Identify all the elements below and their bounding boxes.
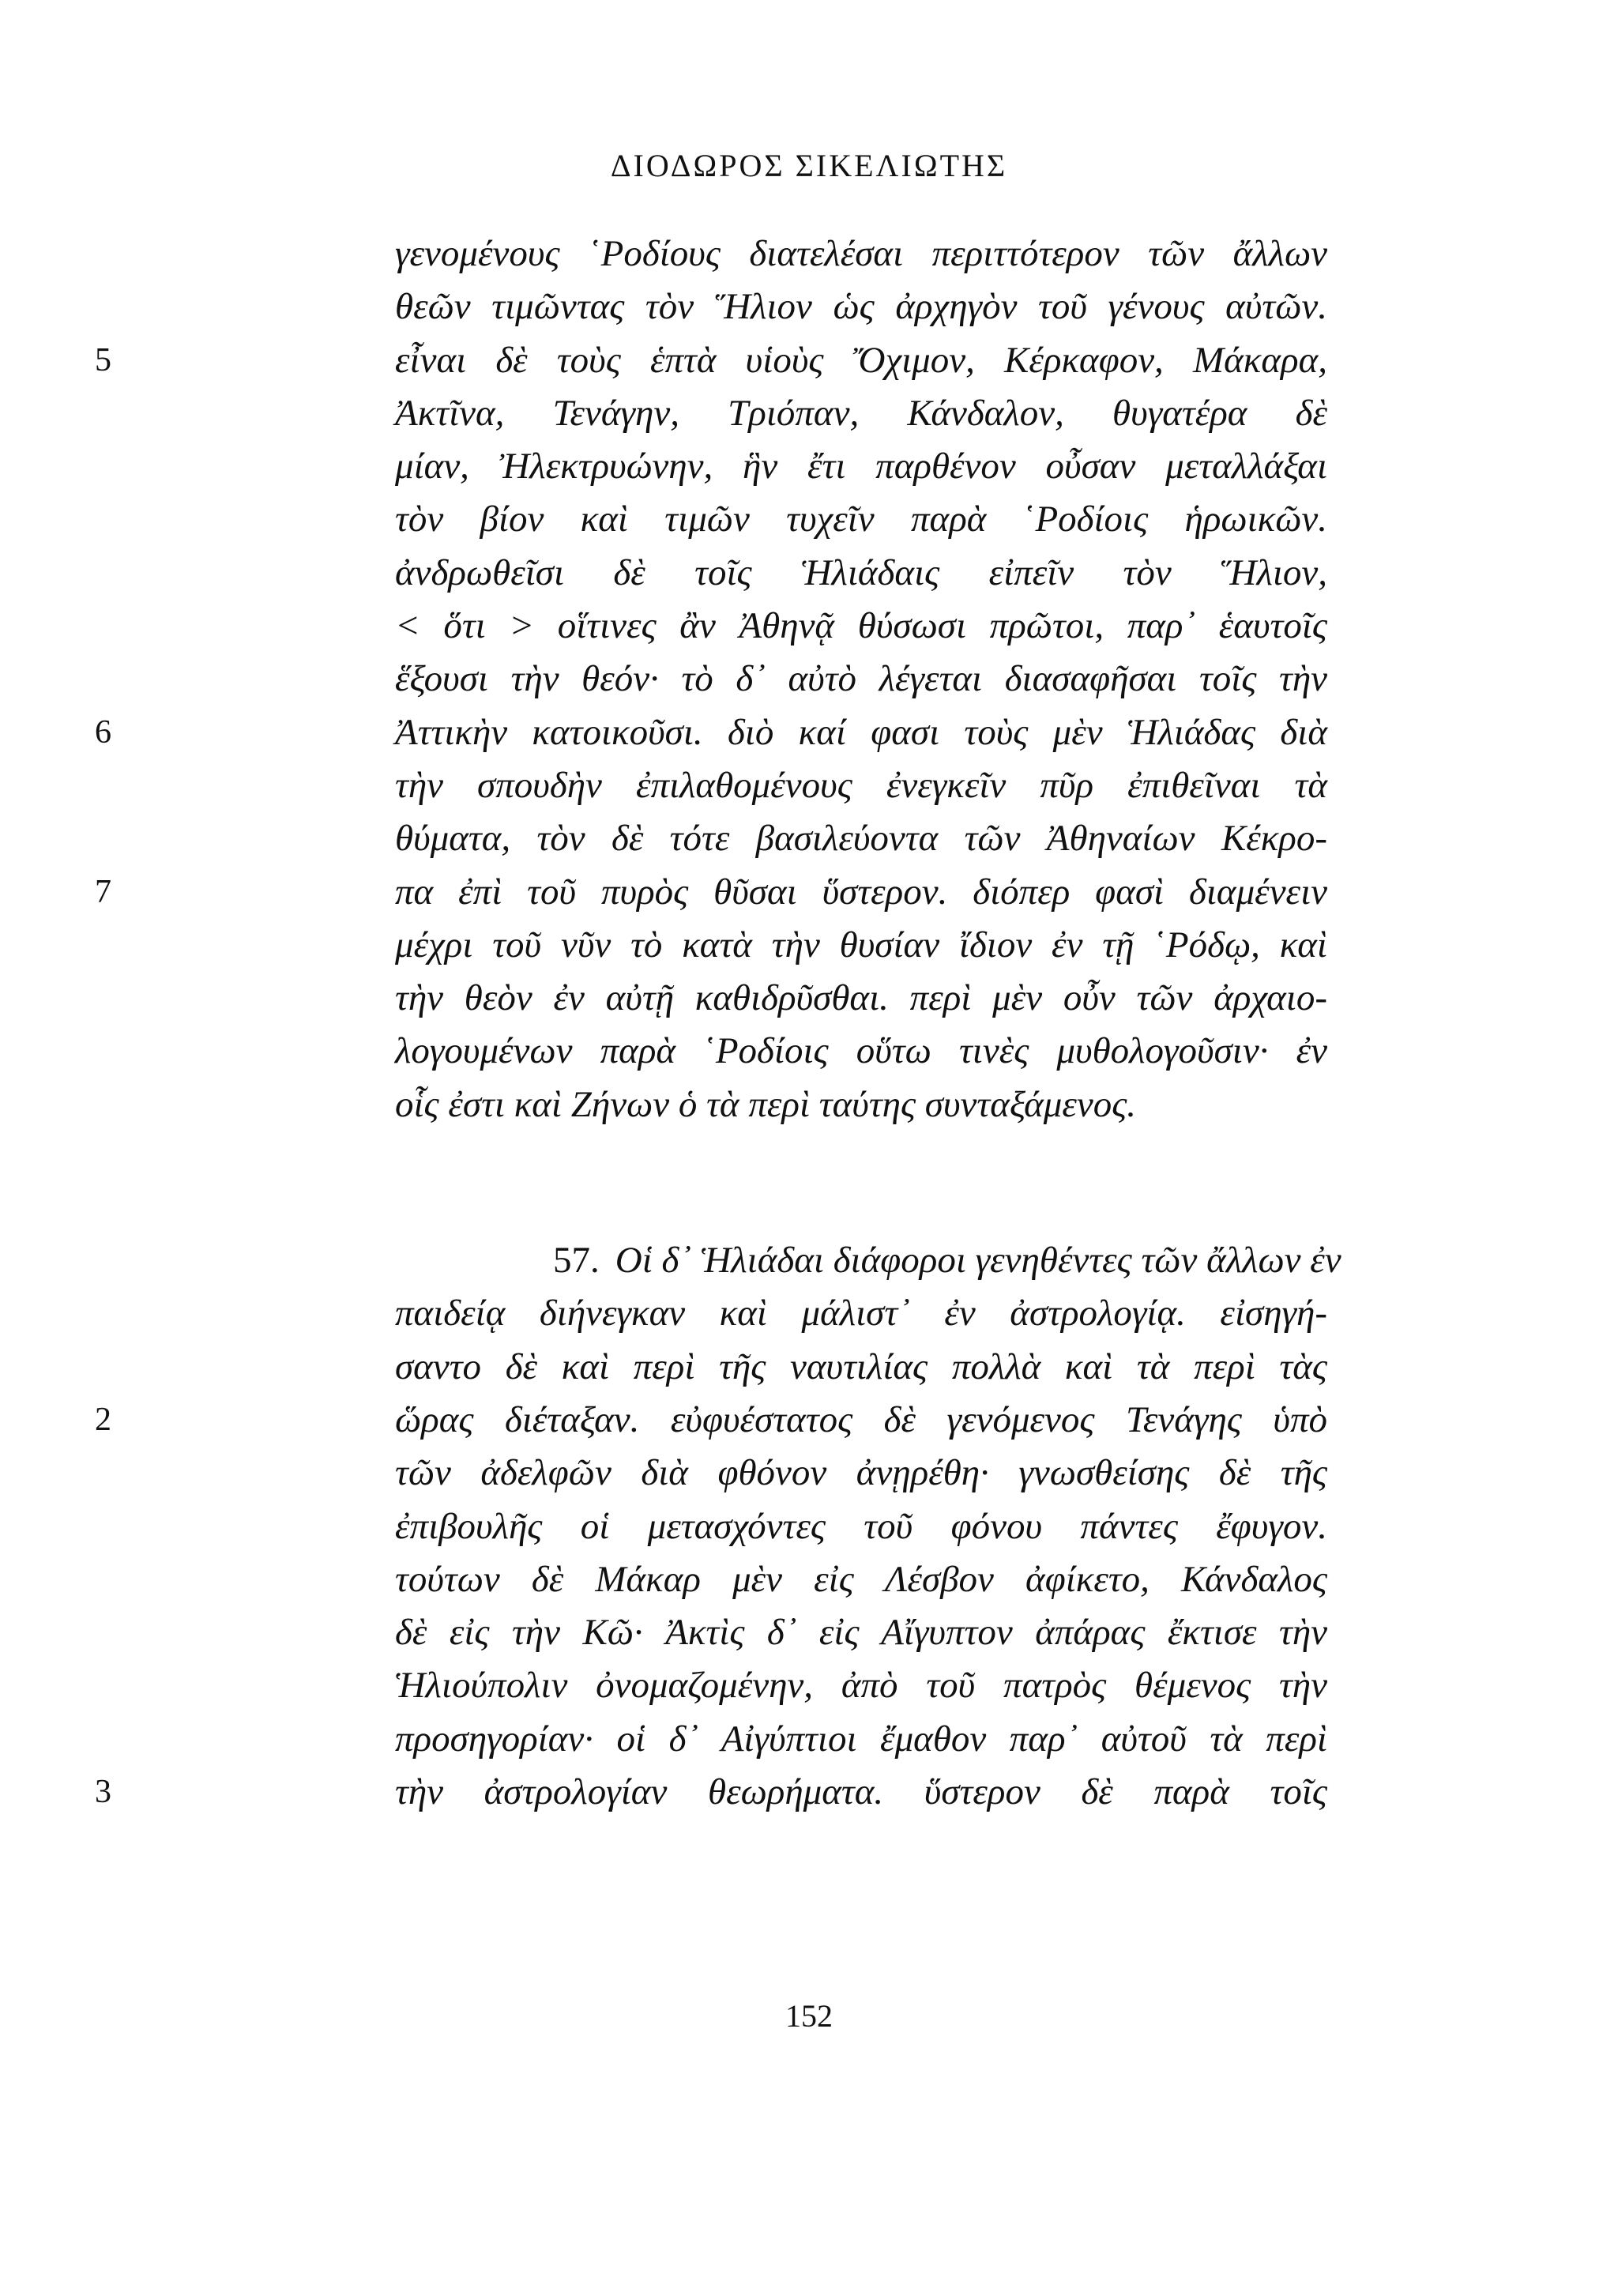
line-text: ἕξουσι τὴν θεόν· τὸ δ᾽ αὐτὸ λέγεται διασαφῆσαι τοῖς τὴν <box>395 658 1327 700</box>
text-line <box>95 387 1327 440</box>
line-text: σαντο δὲ καὶ περὶ τῆς ναυτιλίας πολλὰ καὶ τὰ περὶ τὰς <box>395 1346 1327 1387</box>
line-text: οἷς ἐστι καὶ Ζήνων ὁ τὰ περὶ ταύτης συνταξάμενος. <box>395 1083 1137 1125</box>
line-text: τούτων δὲ Μάκαρ μὲν εἰς Λέσβον ἀφίκετο, Κάνδαλος <box>395 1558 1327 1600</box>
line-text: < ὅτι > οἵτινες ἂν Ἀθηνᾷ θύσωσι πρῶτοι, παρ᾽ ἑαυτοῖς <box>395 605 1327 647</box>
line-text: λογουμένων παρὰ ῾Ροδίοις οὕτω τινὲς μυθολογοῦσιν· ἐν <box>395 1030 1327 1072</box>
text-line <box>95 228 1327 280</box>
text-line <box>95 1659 1327 1712</box>
text-line <box>95 1394 1327 1447</box>
line-number: 7 <box>95 873 111 910</box>
running-head: ΔΙΟΔΩΡΟΣ ΣΙΚΕΛΙΩΤΗΣ <box>610 148 1008 183</box>
line-text: ἀνδρωθεῖσι δὲ τοῖς Ἡλιάδαις εἰπεῖν τὸν Ἥλιον, <box>395 551 1327 593</box>
text-line <box>95 334 1327 387</box>
text-line <box>95 759 1327 812</box>
text-line <box>95 972 1327 1025</box>
text-line <box>95 812 1327 865</box>
line-text: πα ἐπὶ τοῦ πυρὸς θῦσαι ὕστερον. διόπερ φασὶ διαμένειν <box>395 871 1327 913</box>
line-number: 5 <box>95 341 111 378</box>
text-line <box>95 1078 1327 1131</box>
line-number: 2 <box>95 1401 111 1438</box>
line-text: προσηγορίαν· οἱ δ᾽ Αἰγύπτιοι ἔμαθον παρ᾽ αὐτοῦ τὰ περὶ <box>395 1718 1327 1760</box>
text-line <box>95 1341 1327 1394</box>
line-text: τὴν θεὸν ἐν αὐτῇ καθιδρῦσθαι. περὶ μὲν οὖν τῶν ἀρχαιο- <box>395 977 1327 1019</box>
line-text: ἐπιβουλῆς οἱ μετασχόντες τοῦ φόνου πάντες ἔφυγον. <box>395 1505 1327 1547</box>
text-line <box>95 1447 1327 1500</box>
line-text: θεῶν τιμῶντας τὸν Ἥλιον ὡς ἀρχηγὸν τοῦ γένους αὐτῶν. <box>395 286 1327 328</box>
text-line <box>95 1025 1327 1078</box>
text-line <box>95 1713 1327 1766</box>
text-line <box>95 493 1327 546</box>
line-text: ὥρας διέταξαν. εὐφυέστατος δὲ γενόμενος Τενάγης ὑπὸ <box>395 1398 1327 1440</box>
chapter-opening-line <box>95 1234 1341 1287</box>
main-text <box>95 228 1341 1819</box>
line-text: Οἱ δ᾽ Ἡλιάδαι διάφοροι γενηθέντες τῶν ἄλλων ἐν <box>615 1240 1341 1282</box>
line-text: τῶν ἀδελφῶν διὰ φθόνον ἀνῃρέθη· γνωσθείσης δὲ τῆς <box>395 1452 1327 1494</box>
text-line <box>95 706 1327 759</box>
line-text: μέχρι τοῦ νῦν τὸ κατὰ τὴν θυσίαν ἴδιον ἐν τῇ ῾Ρόδῳ, καὶ <box>395 924 1327 965</box>
text-line <box>95 1766 1327 1819</box>
line-text: μίαν, Ἠλεκτρυώνην, ἣν ἔτι παρθένον οὖσαν μεταλλάξαι <box>395 446 1327 487</box>
line-text: Ἀκτῖνα, Τενάγην, Τριόπαν, Κάνδαλον, θυγατέρα δὲ <box>395 392 1327 434</box>
line-text: θύματα, τὸν δὲ τότε βασιλεύοντα τῶν Ἀθηναίων Κέκρο- <box>395 818 1327 860</box>
line-text: τὴν σπουδὴν ἐπιλαθομένους ἐνεγκεῖν πῦρ ἐπιθεῖναι τὰ <box>395 764 1327 806</box>
page-number: 152 <box>785 1998 833 2034</box>
text-line <box>95 280 1327 333</box>
text-line <box>95 1606 1327 1659</box>
text-line <box>95 440 1327 493</box>
line-number: 3 <box>95 1774 111 1811</box>
text-line <box>95 866 1327 919</box>
text-line <box>95 919 1327 972</box>
line-text: τὴν ἀστρολογίαν θεωρήματα. ὕστερον δὲ παρὰ τοῖς <box>395 1771 1327 1813</box>
text-line <box>95 1500 1327 1553</box>
chapter-number: 57. <box>553 1240 600 1282</box>
text-line <box>95 1287 1327 1340</box>
line-text: τὸν βίον καὶ τιμῶν τυχεῖν παρὰ ῾Ροδίοις ἡρωικῶν. <box>395 499 1327 540</box>
text-line <box>95 547 1327 600</box>
text-line <box>95 1553 1327 1606</box>
line-text: εἶναι δὲ τοὺς ἑπτὰ υἱοὺς Ὄχιμον, Κέρκαφον, Μάκαρα, <box>395 339 1327 381</box>
text-line <box>95 653 1327 706</box>
line-text: παιδείᾳ διήνεγκαν καὶ μάλιστ᾽ ἐν ἀστρολογίᾳ. εἰσηγή- <box>395 1293 1327 1334</box>
line-number: 6 <box>95 713 111 751</box>
text-line <box>95 600 1327 653</box>
paragraph-gap <box>95 1131 1327 1234</box>
line-text: Ἀττικὴν κατοικοῦσι. διὸ καί φασι τοὺς μὲν Ἡλιάδας διὰ <box>395 711 1327 753</box>
line-text: Ἡλιούπολιν ὀνομαζομένην, ἀπὸ τοῦ πατρὸς θέμενος τὴν <box>395 1665 1327 1707</box>
line-text: δὲ εἰς τὴν Κῶ· Ἀκτὶς δ᾽ εἰς Αἴγυπτον ἀπάρας ἔκτισε τὴν <box>395 1612 1327 1654</box>
line-text: γενομένους ῾Ροδίους διατελέσαι περιττότερον τῶν ἄλλων <box>395 233 1327 274</box>
